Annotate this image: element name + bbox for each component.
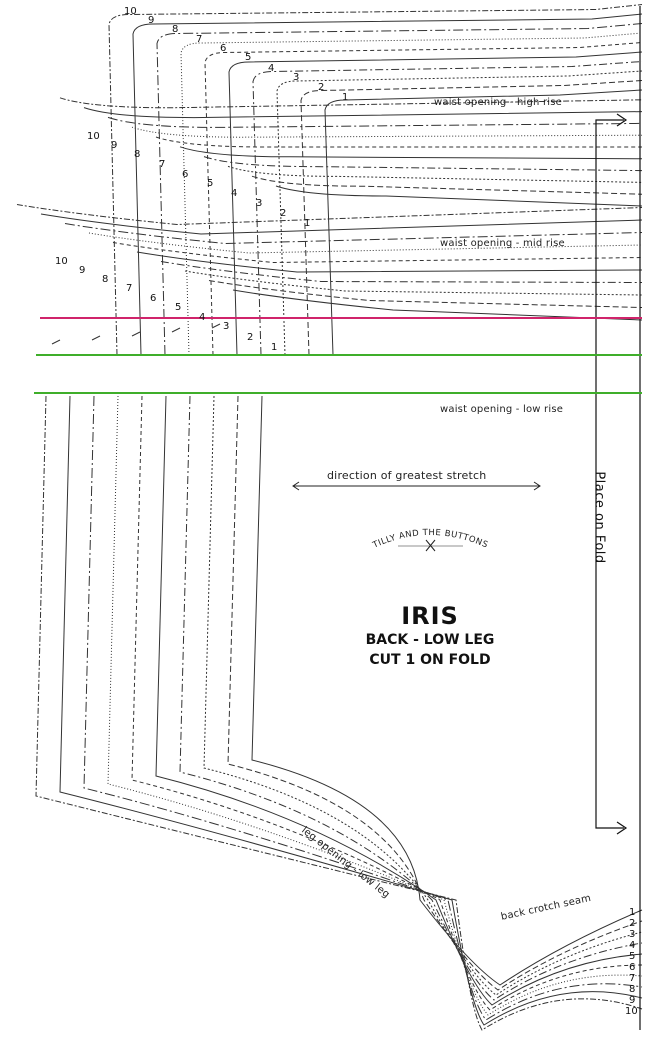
size-number: 9 bbox=[148, 15, 155, 26]
size-number: 3 bbox=[293, 72, 300, 83]
size-line bbox=[205, 43, 642, 356]
waist-high-label: waist opening - high rise bbox=[434, 97, 563, 108]
size-line bbox=[17, 205, 642, 225]
size-number: 8 bbox=[629, 984, 636, 995]
size-line bbox=[36, 396, 642, 1030]
brand-text: TILLY AND THE BUTTONS bbox=[371, 527, 490, 551]
notch-mark bbox=[172, 328, 180, 332]
size-number: 6 bbox=[150, 293, 157, 304]
crotch-seam-label: back crotch seam bbox=[500, 892, 593, 923]
size-number: 6 bbox=[629, 962, 636, 973]
notch-mark bbox=[52, 340, 60, 344]
size-line bbox=[132, 127, 642, 137]
size-line bbox=[84, 108, 642, 118]
size-number: 8 bbox=[172, 24, 179, 35]
size-line bbox=[180, 147, 642, 159]
size-number: 3 bbox=[223, 321, 230, 332]
notch-mark bbox=[212, 324, 220, 328]
size-number: 10 bbox=[124, 6, 137, 17]
notch-mark bbox=[92, 336, 100, 340]
size-line bbox=[84, 396, 642, 1020]
size-line bbox=[325, 90, 642, 355]
scissors-icon bbox=[426, 540, 435, 551]
size-number: 10 bbox=[625, 1006, 638, 1017]
size-number: 9 bbox=[79, 265, 86, 276]
svg-text:TILLY AND THE BUTTONS bbox=[370, 528, 489, 551]
size-line bbox=[181, 33, 642, 355]
size-line bbox=[60, 396, 642, 1025]
size-number: 6 bbox=[182, 169, 189, 180]
size-lines bbox=[17, 5, 642, 1031]
size-number: 10 bbox=[87, 131, 100, 142]
brand-logo bbox=[368, 518, 493, 558]
size-number: 1 bbox=[629, 907, 636, 918]
size-number: 1 bbox=[271, 342, 278, 353]
size-number: 4 bbox=[629, 940, 636, 951]
size-number: 10 bbox=[55, 256, 68, 267]
size-number: 1 bbox=[304, 218, 311, 229]
size-number: 2 bbox=[280, 208, 287, 219]
size-number: 8 bbox=[102, 274, 109, 285]
size-number: 9 bbox=[629, 995, 636, 1006]
pattern-subtitle: BACK - LOW LEG bbox=[365, 632, 495, 648]
size-number: 3 bbox=[629, 929, 636, 940]
size-number: 1 bbox=[342, 92, 349, 103]
size-line bbox=[185, 271, 642, 295]
size-number: 9 bbox=[111, 140, 118, 151]
place-on-fold-label: Place on Fold bbox=[591, 471, 607, 564]
size-number: 5 bbox=[175, 302, 182, 313]
size-number: 4 bbox=[231, 188, 238, 199]
leg-opening-label: leg opening - low leg bbox=[299, 825, 392, 901]
size-number: 4 bbox=[199, 312, 206, 323]
size-line bbox=[132, 396, 642, 1010]
size-number: 7 bbox=[196, 34, 203, 45]
pattern-instruction: CUT 1 ON FOLD bbox=[369, 652, 491, 668]
size-number: 5 bbox=[207, 178, 214, 189]
size-line bbox=[156, 396, 642, 1005]
size-number: 7 bbox=[629, 973, 636, 984]
size-line bbox=[228, 166, 642, 182]
size-line bbox=[156, 137, 642, 147]
size-line bbox=[252, 176, 642, 194]
size-number: 2 bbox=[247, 332, 254, 343]
waist-low-label: waist opening - low rise bbox=[440, 404, 564, 415]
size-number: 4 bbox=[268, 63, 275, 74]
pattern-title: IRIS bbox=[401, 602, 459, 630]
size-number: 2 bbox=[318, 82, 325, 93]
size-number: 7 bbox=[126, 283, 133, 294]
direction-label: direction of greatest stretch bbox=[327, 469, 487, 482]
size-number: 2 bbox=[629, 918, 636, 929]
size-number: 5 bbox=[629, 951, 636, 962]
waist-mid-label: waist opening - mid rise bbox=[440, 238, 565, 249]
size-number: 6 bbox=[220, 43, 227, 54]
size-line bbox=[180, 396, 642, 1000]
size-number: 8 bbox=[134, 149, 141, 160]
size-line bbox=[108, 396, 642, 1015]
size-number: 3 bbox=[256, 198, 263, 209]
stretch-arrow bbox=[293, 482, 540, 490]
size-number: 5 bbox=[245, 52, 252, 63]
size-number: 7 bbox=[159, 159, 166, 170]
size-line bbox=[41, 214, 642, 234]
notch-mark bbox=[132, 332, 140, 336]
size-line bbox=[108, 117, 642, 127]
